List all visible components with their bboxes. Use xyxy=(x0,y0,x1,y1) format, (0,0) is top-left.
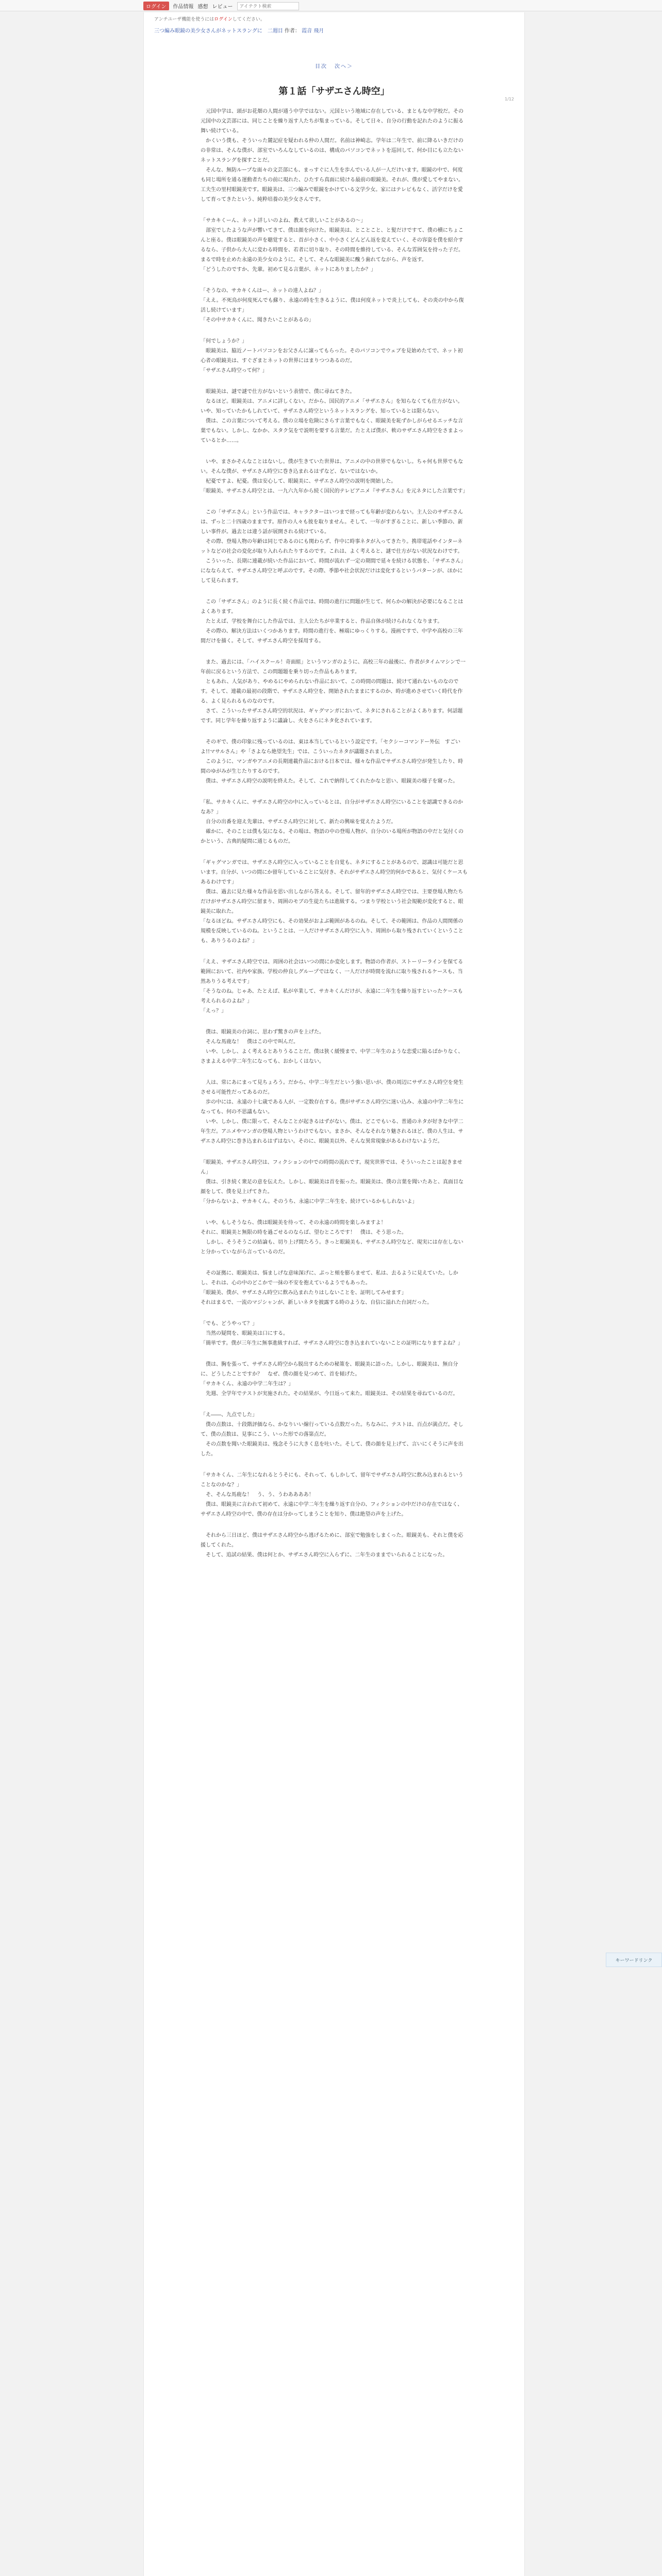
paragraph: 僕の点数は、十段階評価なら、かなりいい線行っている点数だった。ちなみに、テストは、百点が満点だ。そして、僕の点数は、見事にこう、いった形での落第点だ。 xyxy=(201,1422,464,1437)
paragraph-gap xyxy=(201,586,468,597)
paragraph: ともあれ、人気があり、やめるにやめられない作品において、この時間の問題は、続けて通れないものなのです。そして、連載の最初の段階で、サザエさん時空を、開始されたままにするのか、時が進めさせていく時代を作る、よく見られるものなのです。 xyxy=(201,679,463,704)
paragraph: 杞憂ですよ、杞憂。僕は安心して、眼鏡美に、サザエさん時空の説明を開始した。 xyxy=(201,479,396,484)
paragraph: 僕は、過去に見た様々な作品を思い出しながら答える。そして、留年的サザエさん時空では、主要登場人物たちだけがサザエさん時空に留まり、周囲のモブの生徒たちは進級する。つまり学校という社会規範が変化すると、眼鏡美に取れた。 xyxy=(201,889,464,914)
paragraph: それから三日ほど、僕はサザエさん時空から逃げるために、部室で勉強をしまくった。眼鏡美も、それと僕を応援してくれた。 xyxy=(201,1533,464,1548)
work-title-link[interactable]: 三つ編み眼鏡の美少女さんがネットスラングに 二週目 xyxy=(154,28,283,34)
login-notice xyxy=(144,12,524,25)
paragraph: 僕は、サザエさん時空の説明を終えた。そして、これで納得してくれたかなと思い、眼鏡美の様子を窺った。 xyxy=(201,778,458,784)
paragraph-gap xyxy=(201,205,468,216)
paragraph: 「眼鏡美、サザエさん時空とは、一九六九年から続く国民的テレビアニメ『サザエさん』を元ネタにした言葉です」 xyxy=(201,488,468,494)
nav-link-work-info[interactable]: 作品情報 xyxy=(173,4,194,10)
paragraph: 「私、サカキくんに、サザエさん時空の中に入っているとは、自分がサザエさん時空にいることを認識できるのかなあ？」 xyxy=(201,800,463,815)
paragraph: たとえば、学校を舞台にした作品では、主人公たちが卒業すると、作品自体が続けられなくなります。 xyxy=(201,619,443,624)
paragraph: 歩の中には、永遠の十七歳である人が、一定数存在する。僕がサザエさん時空に迷い込み、永遠の中学二年生になっても、何の不思議もない。 xyxy=(201,1099,464,1115)
paragraph: 「そうなの、サカキくんはー、ネットの達人よね？」 xyxy=(201,288,324,294)
paragraph: 自分の出番を迎え先輩は、サザエさん時空に対して、新たの興味を覚えたようだ。 xyxy=(201,819,396,825)
paragraph: いや、もしそうなら、僕は眼鏡美を待って、その永遠の時間を楽しみますよ！ xyxy=(201,1220,386,1226)
paragraph: 「サカキくん、二年生になれるとうそにも、それって、もしかして、留年でサザエさん時空に飲み込まれるということなのかな？」 xyxy=(201,1472,464,1488)
author-link[interactable]: 霞音 飛月 xyxy=(302,28,324,34)
paragraph: しかし、そうそうこの結論も、切り上げ間たろう。きっと眼鏡美も、サザエさん時空など、現実には存在しないと分かっていながら言っているのだ。 xyxy=(201,1240,464,1255)
chapter-body xyxy=(144,97,524,1560)
paragraph: そして、追試の結果、僕は何とか、サザエさん時空に入らずに、二年生のままでいられることになった。 xyxy=(201,1552,448,1558)
paragraph: 眼鏡美は、脇近ノートパソコンをお父さんに譲ってもらった。そのパソコンでウェブを見始めたてで、ネット初心者の眼鏡美は、すぐざまとネットの世界にはまりつつあるのだ。 xyxy=(201,348,463,364)
paragraph-gap xyxy=(201,1459,468,1470)
chapter-pager xyxy=(144,62,524,70)
paragraph: 「眼鏡美、僕が、サザエさん時空に飲み込まれたりはしないことを、証明してみせます」 xyxy=(201,1290,407,1296)
keyword-link-widget[interactable]: キーワードリンク xyxy=(606,1953,662,1967)
search-input[interactable] xyxy=(237,2,299,10)
paragraph-gap xyxy=(201,846,468,858)
paragraph: 元国中学は、頭がお花畑の人間が通う中学ではない。元国という地域に存在している、まともな中学校だ。その元国中の文芸部には、同じことを繰り返す人たちが集まっている。そして日々、自分の行動を記れたのように振る舞い続けている。 xyxy=(201,109,464,134)
paragraph-gap xyxy=(201,1348,468,1360)
nav-link-reviews-impressions[interactable]: 感想 xyxy=(197,4,208,10)
paragraph: 「分からないよ、サカキくん。そのうち、永遠に中学二年生を、続けているかもしれないよ」 xyxy=(201,1199,418,1205)
paragraph: 僕は、この言葉について考える。僕の立場を危険にさらす言葉でもなく、眼鏡美を恥ずかしがらせるエッチな言葉でもない。しかし、なかか、スタク気をで説明を要する言葉だ。たとえば僕が、軟のサザエさん時空をさまよっているとか……。 xyxy=(201,418,464,444)
paragraph: 「でも、どうやって？」 xyxy=(201,1321,257,1327)
paragraph-gap xyxy=(201,275,468,286)
paragraph: それに、眼鏡美と無限の時を過ごせるのならば、望むところです！ 僕は、そう思った。 xyxy=(201,1230,407,1235)
paragraph: 「ええ、サザエさん時空では、周囲の社会はいつの間にか変化します。物語の作者が、ストーリーラインを保てる範囲において、社内や家族、学校の仲良しグループではなく、一人だけが時間を流れに取り残されるケースも、当然ありうる考えです」 xyxy=(201,959,464,985)
paragraph: 「その中サカキくんに、聞きたいことがあるの」 xyxy=(201,317,314,323)
paragraph: 僕は、眼鏡美に言われて初めて、永遠に中学二年生を繰り返す自分の、フィクションの中だけの存在ではなく、サザエさん時空の中で、僕の存在は分かってしまうことを知り、僕は絶望の声を上げた。 xyxy=(201,1502,463,1517)
paragraph-gap xyxy=(201,1308,468,1319)
paragraph: 先週、全学年でテストが実施された。その結果が、今日返って来た。眼鏡美は、その結果を尋ねているのだ。 xyxy=(201,1391,458,1397)
top-navigation-links xyxy=(143,2,299,10)
paragraph-gap xyxy=(201,1066,468,1078)
paragraph: そんな、無防ループな面々の文芸部にも、まっすぐに人生を歩んでいる人が一人だけいます。眼鏡の中で、何度も同じ場所を通る運動者たちの前に現れた、ひたすら真面に続ける最前の眼鏡美。それが、僕が愛してやまない。工夫生の里村眼鏡美です。眼鏡美は、三つ編みで眼鏡をかけている文学少女。家にはテレビもなく、活字だけを愛して育ってきたという、純粋培養の美少女さんです。 xyxy=(201,167,464,202)
paragraph: 当然の疑問を、眼鏡美は口にする。 xyxy=(201,1331,288,1336)
paragraph: 「簡単です。僕が三年生に無事進級すれば、サザエさん時空に巻き込まれていないことの証明になりますよね？」 xyxy=(201,1341,463,1346)
paragraph-gap xyxy=(201,325,468,336)
paragraph-gap xyxy=(201,1519,468,1531)
paragraph-gap xyxy=(201,1207,468,1218)
paragraph: そ、そんな馬鹿な！ う、う、うわああああ！ xyxy=(201,1492,314,1498)
paragraph-gap xyxy=(201,1146,468,1158)
paragraph: 「ギャグマンガでは、サザエさん時空に入っていることを自覚も、ネタにすることがあるので、認識は可能だと思います。自分が、いつの間にか留年していることに気付き、それがサザエさん時空的何かであると、気付くケースもあるわけです」 xyxy=(201,860,468,885)
paragraph: いや、しかし、僕に限って、そんなことが起きるはずがない。僕は、どこでもいる、普通のネタが好きな中学二年生だ。アニメやマンガの登場人物というわけでもない。まさか、そんなそれなり魅されるほど、僕の人生は、サザエさん時空に巻き込まれるはずはない。そのに、眼鏡美以外、そんな異常現象があるわけないようだ。 xyxy=(201,1119,464,1144)
paragraph: その際、登場人物の年齢は同じであるのにも関わらず、作中に時事ネタが入ってきたり。携帯電話やインターネットなどの社会の変化が取り入れられたりするのです。これは、よく考えると、謎で仕方がない状況なわけです。 xyxy=(201,539,463,554)
paragraph: それはまるで、一流のマジシャンが、新しいネタを披露する時のような、自信に溢れた台詞だった。 xyxy=(201,1300,433,1306)
paragraph: 人は、常にあにまって見ちょろう。だから、中学二年生だという強い思いが、僕の周辺にサザエさん時空を発生させる可能性だってあるのだ。 xyxy=(201,1080,464,1095)
paragraph: その証拠に、眼鏡美は、悩ましげな意味深げに、ぷっと頬を膨らませて、私は、去るように見えていた。しかし、それは、心の中のどこかで一抹の不安を抱えているようでもあった。 xyxy=(201,1270,458,1286)
paragraph: この「サザエさん」という作品では、キャラクターはいつまで経っても年齢が変わらない。主人公のサザエさんは、ずっと二十四歳のままです。原作の人々も彼を取りません。そして、一年がすぎることに、新しい季節の、新しい事件が。過去とは違う話が展開される続けている。 xyxy=(201,510,463,535)
paragraph: 「サカキくん、永遠の中学二年生は？」 xyxy=(201,1381,294,1387)
paragraph: 「そうなのね。じゃあ、たとえば、私が卒業して、サカキくんだけが、永遠に二年生を繰り返すといったケースも考えられるのよね？」 xyxy=(201,989,463,1004)
notice-suffix: してください。 xyxy=(232,17,265,22)
notice-prefix: アンチユーザ機能を使うには xyxy=(154,17,214,22)
paragraph: さて、こういったサザエさん時空的状況は、ギャグマンガにおいて、ネタにされることがよくあります。何話題です。同じ学年を繰り返すように議論し、火をさらにネタ化されています。 xyxy=(201,708,463,724)
paragraph: 僕は、胸を張って、サザエさん時空から脱出するための秘策を、眼鏡美に語った。しかし、眼鏡美は、無自分に、どうしたことですか？ なぜ、僕の顔を見つめて、首を傾げた。 xyxy=(201,1362,458,1377)
paragraph: 眼鏡美は、謎で謎で仕方がないという表情で、僕に尋ねてきた。 xyxy=(201,389,355,395)
next-chapter-link[interactable]: 次へ＞ xyxy=(335,64,353,70)
paragraph: なるほど。眼鏡美は、アニメに詳しくない。だから、国民的アニメ「サザエさん」を知らなくても仕方がない。いや、知っていたかもしれていて、サザエさん時空というネットスラングを、知っているとは限らない。 xyxy=(201,399,463,414)
paragraph-gap xyxy=(201,1016,468,1027)
paragraph-gap xyxy=(201,946,468,957)
paragraph: 僕は、眼鏡美の台詞に、思わず驚きの声を上げた。 xyxy=(201,1029,324,1035)
paragraph-gap xyxy=(201,446,468,457)
paragraph: 「なるほどね。サザエさん時空にも、その効果がおよぶ範囲があるのね。そして、その範囲は、作品の人間関係の規模を反映しているのね。ということは、一人だけサザエさん時空に入り、周囲から取り残されていくということも、ありうるのよね？」 xyxy=(201,919,464,944)
page-counter: 1/12 xyxy=(505,97,514,101)
paragraph: かくいう僕も、そういった麓記症を疑われる仲の人間だ。名前は神崎志。学年は二年生で、前に降るいきだけのの非常は、そんな僕が、部室でいろんなしているのは、構成のパソコンでネットを巡回して、何か目にも立たないネットスラングを探すことだ。 xyxy=(201,138,464,163)
paragraph-gap xyxy=(201,496,468,507)
nav-link-review[interactable]: レビュー xyxy=(212,4,233,10)
paragraph-gap xyxy=(201,646,468,657)
paragraph: 「サカキくーん、ネット詳しいのよね、教えて欲しいことがあるの〜」 xyxy=(201,218,366,224)
reading-page xyxy=(143,12,525,2576)
paragraph: 「サザエさん時空って何？」 xyxy=(201,368,268,374)
paragraph: このように、マンガやアニメの長期連載作品における日本では、様々な作品でサザエさん時空が発生したり、時間のゆがみが生じたりするのです。 xyxy=(201,759,464,774)
paragraph-gap xyxy=(201,786,468,798)
paragraph: 「眼鏡美、サザエさん時空は、フィクションの中での時間の流れです。現実世界では、そういったことは起きません」 xyxy=(201,1160,462,1175)
paragraph: また、過去には、「ハイスクール！奇面組」というマンガのように、高校三年の最後に、作者がタイムマシンで一年前に戻るという方法で、この問題題を乗り切った作品もあります。 xyxy=(201,659,466,675)
paragraph: 僕は、引き続く衆足の意を伝えた。しかし、眼鏡美は首を振った。眼鏡美は、僕の言葉を聞いたあと、真面目な顔をして、僕を見上げてきた。 xyxy=(201,1179,464,1195)
paragraph: その点数を聞いた眼鏡美は、残念そうに大きく息を吐いた。そして、僕の顔を見上げて、言いにくそうに声を出した。 xyxy=(201,1442,464,1457)
paragraph: いや、しかし、よく考えるとありうることだ。僕は狭く緩慢まで、中学二年生のような恋愛に陥るばかりなく、さまよえる中学二年生になっても、おかしくはない。 xyxy=(201,1049,464,1064)
author-label: 作者： xyxy=(284,28,300,34)
paragraph: 「えっ？」 xyxy=(201,1008,226,1014)
paragraph-gap xyxy=(201,1399,468,1410)
paragraph: 「何でしょうか？」 xyxy=(201,338,247,344)
paragraph-gap xyxy=(201,376,468,387)
paragraph: そのギで、僕の印象に残っているのは、東は本当しているという設定です。「セクシーコマンドー外伝 すごいよ!!マサルさん」や「さよなら絶望先生」では、こういったネタが議題されました。 xyxy=(201,739,460,755)
paragraph: この「サザエさん」のように長く続く作品では、時間の進行に問題が生じて、何らかの解決が必要になることはよくあります。 xyxy=(201,599,464,615)
paragraph: 「どうしたのですか、先輩。初めて見る言葉が、ネットにありましたか？」 xyxy=(201,267,376,273)
paragraph: こういった、長期に連載が続いた作品において、時間が流れず一定の期間で延々を続ける状態を、「サザエさん」になならえて、サザエさん時空と呼ぶのです。その際、季節や社会状況だけは変化するというパターンが、ほかにして見られます。 xyxy=(201,558,466,584)
paragraph-gap xyxy=(201,726,468,737)
chapter-title: 第１話「サザエさん時空」 xyxy=(278,86,390,97)
breadcrumb xyxy=(144,25,524,35)
paragraph: その際の、解決方法はいくつかあります。時間の進行を、極端にゆっくりする。漫画ですで、中学や高校の三年間だけを描く。そして、サザエさん時空を採用する。 xyxy=(201,629,463,644)
paragraph: 「ええ。不死鳥が何度死んでも蘇り、永遠の時を生きるように、僕は何度ネットで炎上しても、その炎の中から復活し続けています」 xyxy=(201,298,464,313)
paragraph: 確かに、そのことは僕も気になる。その場は、物語の中の登場人物が、自分のいる場所が物語の中だと気付くのかという、古典的疑問に通じるものだ。 xyxy=(201,829,464,844)
paragraph: 部室でしたような声が響いてきて、僕は顔を向けた。眼鏡美は、とことこと、と髪だけですて、僕の横にちょこんと座る。僕は眼鏡美の声を聴覚すると、首が小さく、中小さくどんどん返を変えていく、その容姿を僕を紹介するなら、子供から大人に変わる時間を、若者に切り取り、その時間を維持している、そんな雰囲気を持った子だ。まるで時を止めた永遠の美少女のように。そして、そんな眼鏡美に醜う歯れてながら、声を返す。 xyxy=(201,228,464,263)
notice-login-link[interactable]: ログイン xyxy=(214,17,233,22)
paragraph-gap xyxy=(201,1257,468,1268)
table-of-contents-link[interactable]: 目次 xyxy=(315,64,327,70)
login-button[interactable]: ログイン xyxy=(143,2,169,10)
paragraph: そんな馬鹿な！ 僕はこの中で叫んだ。 xyxy=(201,1039,299,1045)
paragraph: 「え――、九点でした」 xyxy=(201,1412,257,1418)
paragraph: いや、まさかそんなことはないし。僕が生きていた世界は、アニメの中の世界でもないし。ちゃ何も世界でもない。そんな僕が、サザエさん時空に巻き込まれるはずなど、ないではないか。 xyxy=(201,459,464,474)
top-navigation-bar xyxy=(0,0,662,11)
